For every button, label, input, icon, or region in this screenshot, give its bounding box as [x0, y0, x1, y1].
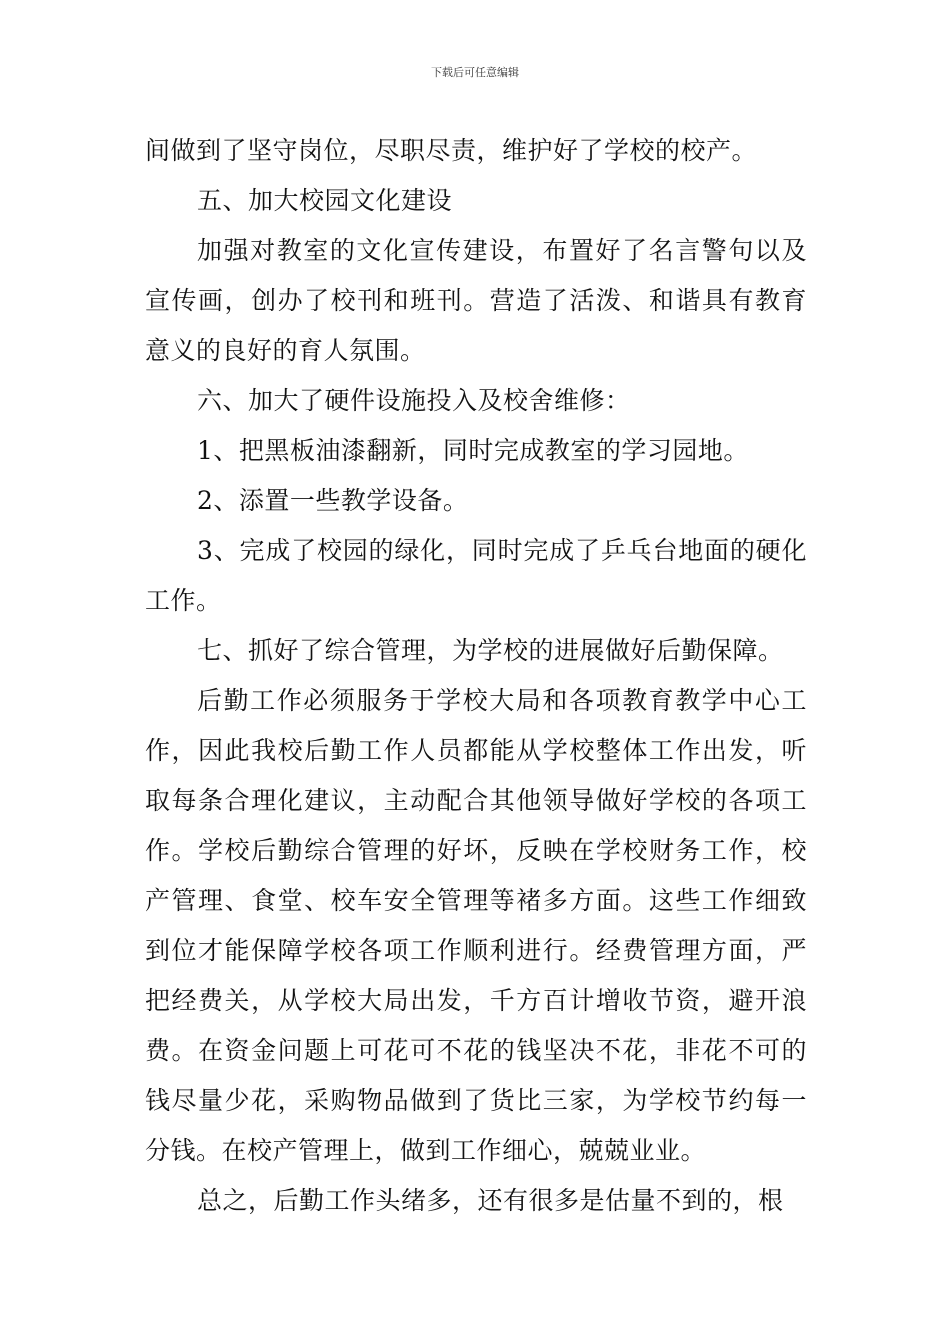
section-heading: 五、加大校园文化建设 — [197, 186, 453, 215]
paragraph: 后勤工作必须服务于学校大局和各项教育教学中心工作，因此我校后勤工作人员都能从学校整体工作出发，听取每条合理化建议，主动配合其他领导做好学校的各项工作。学校后勤综合管理的好坏，反映在学校财务工作，校产管理、食堂、校车安全管理等褚多方面。这些工作细致到位才能保障学校各项工作顺利进行。经费管理方面，严把经费关，从学校大局出发，千方百计增收节资，避开浪费。在资金问题上可花可不花的钱坚决不花，非花不可的钱尽量少花，采购物品做到了货比三家，为学校节约每一分钱。在校产管理上，做到工作细心，兢兢业业。 — [145, 686, 807, 1165]
list-item: 3、完成了校园的绿化，同时完成了乒乓台地面的硬化工作。 — [145, 536, 807, 615]
page-header: 下载后可任意编辑 — [431, 66, 519, 79]
paragraph: 加强对教室的文化宣传建设，布置好了名言警句以及宣传画，创办了校刊和班刊。营造了活泼、和谐具有教育意义的良好的育人氛围。 — [145, 236, 807, 365]
list-item: 1、把黑板油漆翻新，同时完成教室的学习园地。 — [197, 436, 749, 465]
document-body — [145, 126, 807, 1226]
section-heading: 六、加大了硬件设施投入及校舍维修： — [197, 386, 631, 415]
paragraph: 总之，后勤工作头绪多，还有很多是估量不到的，根 — [197, 1186, 784, 1215]
paragraph: 间做到了坚守岗位，尽职尽责，维护好了学校的校产。 — [145, 136, 758, 165]
list-item: 2、添置一些教学设备。 — [197, 486, 469, 515]
section-heading: 七、抓好了综合管理，为学校的进展做好后勤保障。 — [197, 636, 784, 665]
